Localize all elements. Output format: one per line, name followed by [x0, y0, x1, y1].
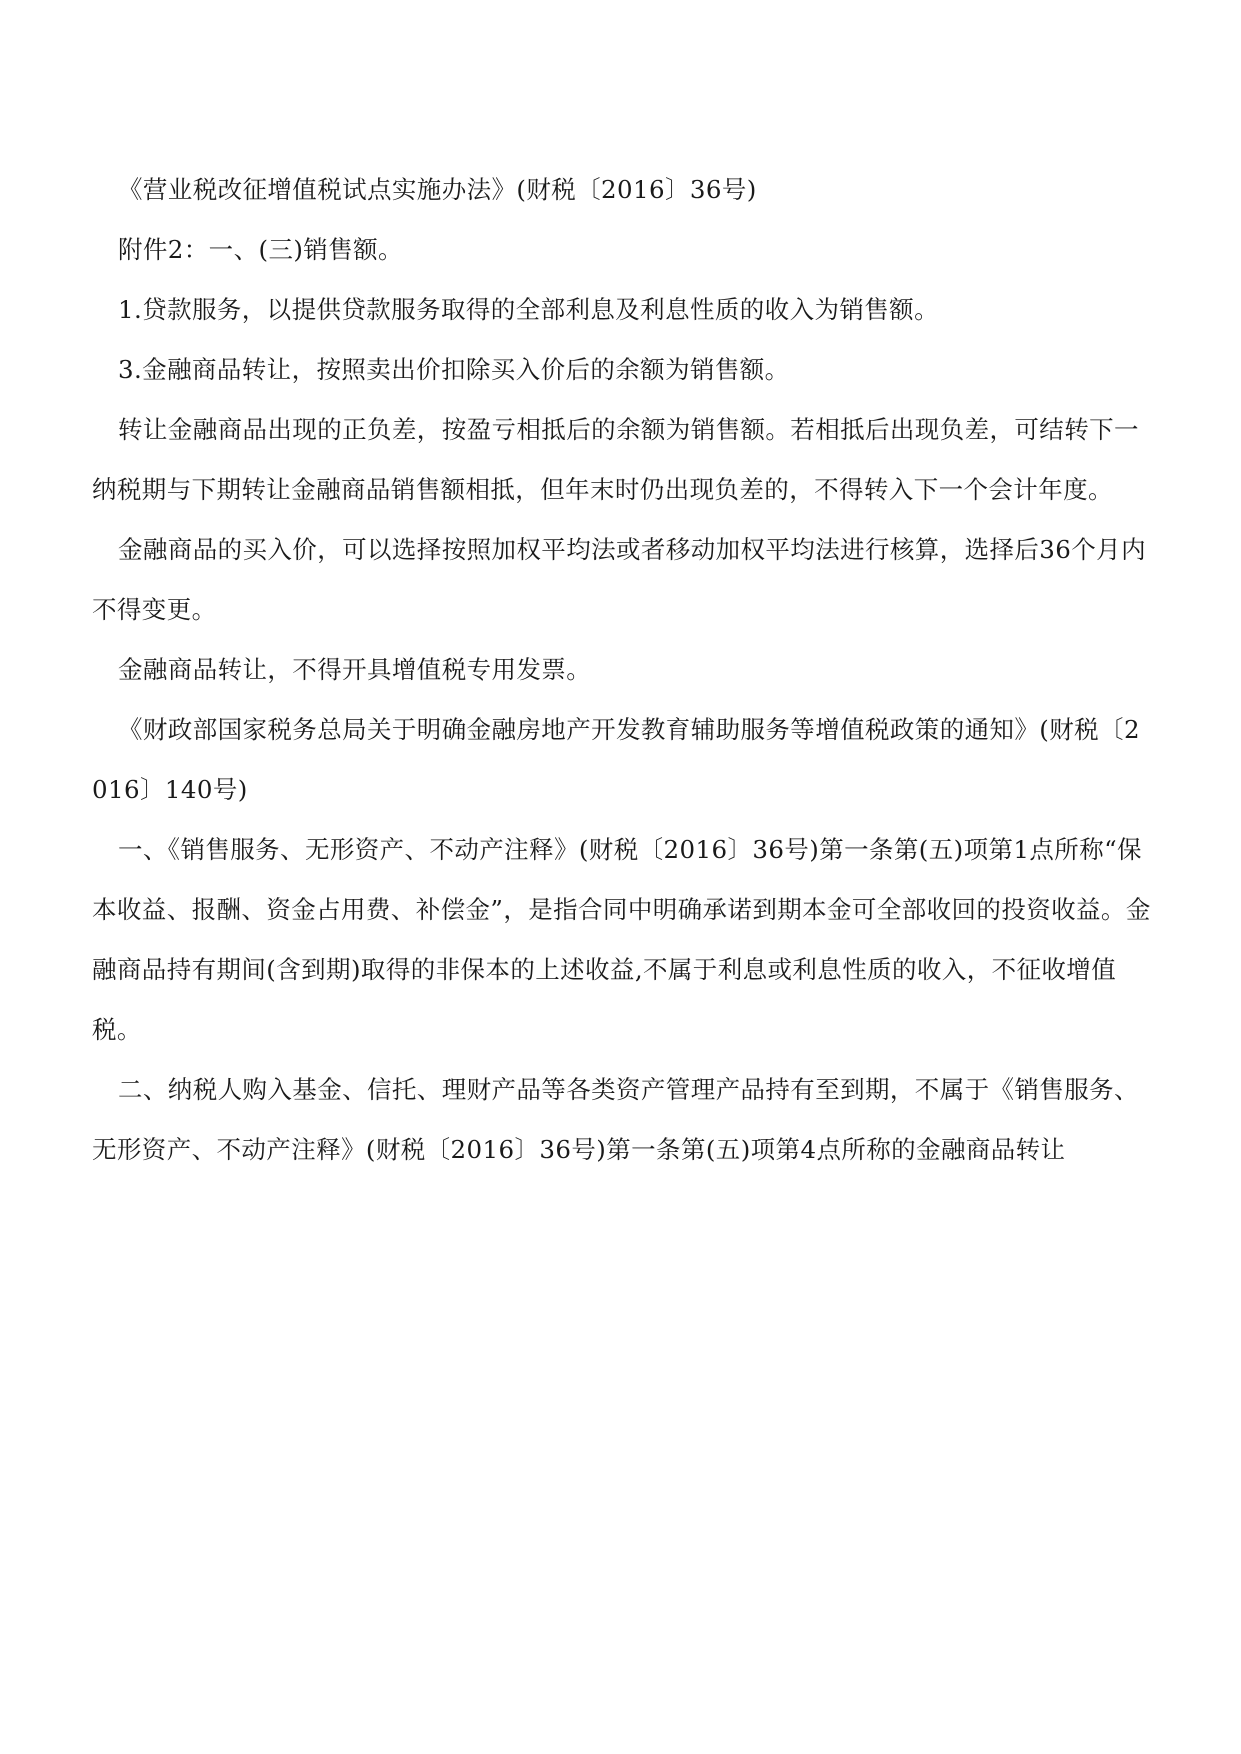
paragraph-loan-service: 1.贷款服务，以提供贷款服务取得的全部利息及利息性质的收入为销售额。	[118, 295, 939, 324]
paragraph-item-two: 二、纳税人购入基金、信托、理财产品等各类资产管理产品持有至到期，不属于《销售服务、无形资产、不动产注释》(财税〔2016〕36号)第一条第(五)项第4点所称的金融商品转让	[92, 1075, 1139, 1164]
attachment-heading: 附件2：一、(三)销售额。	[118, 235, 403, 264]
paragraph-item-one: 一、《销售服务、无形资产、不动产注释》(财税〔2016〕36号)第一条第(五)项第1点所称“保本收益、报酬、资金占用费、补偿金”，是指合同中明确承诺到期本金可全部收回的投资收益。金融商品持有期间(含到期)取得的非保本的上述收益,不属于利息或利息性质的收入，不征收增值税。	[92, 835, 1151, 1044]
paragraph-financial-transfer: 3.金融商品转让，按照卖出价扣除买入价后的余额为销售额。	[118, 355, 790, 384]
document-body	[92, 160, 1152, 1180]
paragraph-no-special-invoice: 金融商品转让，不得开具增值税专用发票。	[118, 655, 592, 684]
paragraph-purchase-price: 金融商品的买入价，可以选择按照加权平均法或者移动加权平均法进行核算，选择后36个月内不得变更。	[92, 535, 1146, 624]
paragraph-gain-loss-offset: 转让金融商品出现的正负差，按盈亏相抵后的余额为销售额。若相抵后出现负差，可结转下一纳税期与下期转让金融商品销售额相抵，但年末时仍出现负差的，不得转入下一个会计年度。	[92, 415, 1139, 504]
reference-title-1: 《营业税改征增值税试点实施办法》(财税〔2016〕36号)	[118, 175, 757, 204]
reference-title-2: 《财政部国家税务总局关于明确金融房地产开发教育辅助服务等增值税政策的通知》(财税〔2016〕140号)	[92, 715, 1140, 804]
